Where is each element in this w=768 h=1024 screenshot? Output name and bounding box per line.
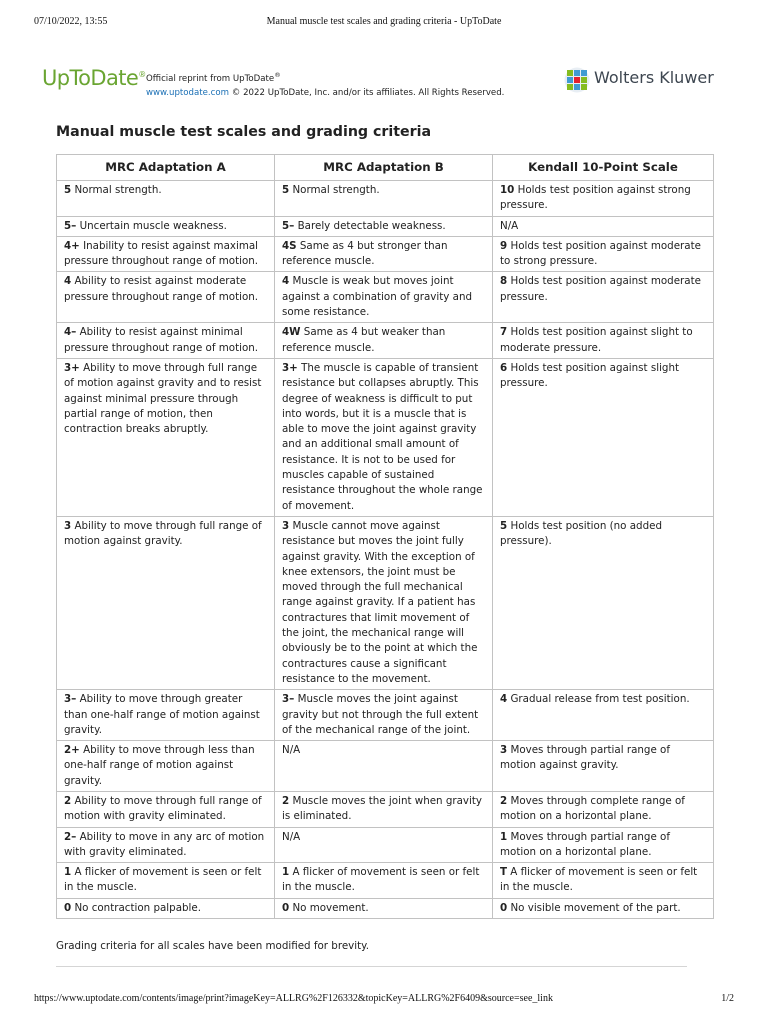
- table-cell: [57, 690, 275, 741]
- grade-description: No contraction palpable.: [71, 901, 202, 914]
- grade-value: 5: [282, 184, 290, 196]
- table-cell: [275, 181, 493, 217]
- grade-description: The muscle is capable of transient resistance but collapses abruptly. This degree of weakness is difficult to put into words, but it is a muscle that is able to move the joint against gravity and an additional small amount of resistance. It is not to be used for muscles capable of sustained resistance throughout the whole range of movement.: [282, 361, 483, 512]
- grade-description: Holds test position against moderate pressure.: [500, 275, 701, 303]
- brand-bar: [42, 64, 722, 100]
- table-cell: [275, 741, 493, 792]
- table-cell: [493, 358, 714, 516]
- grade-description: Gradual release from test position.: [507, 693, 690, 706]
- grade-value: 1: [64, 866, 72, 879]
- table-cell: [57, 863, 275, 899]
- print-footer: [34, 993, 734, 1007]
- uptodate-logo[interactable]: [42, 66, 146, 90]
- grade-description: Moves through partial range of motion on a horizontal plane.: [500, 830, 670, 858]
- grade-description: N/A: [282, 830, 301, 843]
- publisher-name: Wolters Kluwer: [594, 68, 714, 87]
- table-cell: [493, 236, 714, 272]
- grading-table: [56, 154, 714, 919]
- grade-description: N/A: [500, 219, 519, 232]
- table-cell: [57, 236, 275, 272]
- table-cell: [275, 863, 493, 899]
- grade-value: 0: [64, 901, 72, 914]
- table-cell: [493, 741, 714, 792]
- grade-value: 4: [282, 275, 290, 288]
- table-cell: [275, 216, 493, 236]
- grade-value: 2: [500, 794, 508, 807]
- wolters-kluwer-logo[interactable]: [564, 66, 722, 96]
- grade-value: 3+: [64, 361, 80, 374]
- grade-description: Ability to move through full range of motion with gravity eliminated.: [64, 794, 262, 823]
- table-cell: [275, 323, 493, 359]
- grade-description: Ability to move through less than one-half range of motion against gravity.: [64, 744, 255, 787]
- table-row: [57, 272, 714, 323]
- grade-description: Ability to move through full range of motion against gravity and to resist against minimal pressure through partial range of motion, then contraction breaks abruptly.: [64, 361, 262, 436]
- grade-value: T: [500, 866, 508, 879]
- grade-value: 1: [282, 866, 290, 879]
- table-cell: [275, 236, 493, 272]
- column-header-mrc-a: MRC Adaptation A: [57, 155, 275, 181]
- column-header-kendall: Kendall 10-Point Scale: [493, 155, 714, 181]
- table-cell: [493, 516, 714, 689]
- grading-table-header: [57, 155, 714, 181]
- grade-description: Moves through complete range of motion on a horizontal plane.: [500, 794, 685, 823]
- grade-description: Barely detectable weakness.: [294, 219, 446, 232]
- grade-value: 4W: [282, 326, 301, 339]
- grade-value: 3: [500, 744, 508, 757]
- column-header-mrc-b: MRC Adaptation B: [275, 155, 493, 181]
- header-row: [57, 155, 714, 181]
- grade-description: N/A: [282, 744, 301, 757]
- grade-description: Muscle is weak but moves joint against a combination of gravity and some resistance.: [282, 275, 473, 319]
- grade-value: 9: [500, 239, 508, 252]
- document-title: Manual muscle test scales and grading criteria: [56, 124, 432, 140]
- grade-description: Uncertain muscle weakness.: [76, 219, 227, 232]
- grade-value: 2: [64, 794, 72, 807]
- registered-mark: ®: [274, 71, 281, 79]
- table-cell: [493, 181, 714, 217]
- table-row: [57, 690, 714, 741]
- table-cell: [57, 323, 275, 359]
- grade-description: Same as 4 but weaker than reference muscle.: [282, 326, 446, 354]
- grade-description: Holds test position (no added pressure).: [500, 519, 662, 548]
- table-row: [57, 791, 714, 827]
- grade-value: 4S: [282, 239, 297, 252]
- table-row: [57, 741, 714, 792]
- table-cell: [493, 216, 714, 236]
- grade-description: Ability to move through full range of motion against gravity.: [64, 519, 262, 548]
- footnote: Grading criteria for all scales have been modified for brevity.: [56, 940, 370, 952]
- grade-value: 2: [282, 794, 290, 807]
- table-cell: [57, 827, 275, 863]
- table-cell: [275, 898, 493, 918]
- divider: [56, 966, 687, 967]
- grade-description: Ability to move through greater than one-half range of motion against gravity.: [64, 693, 260, 736]
- grade-value: 4–: [64, 326, 77, 339]
- uptodate-logo-text: UpToDate: [42, 66, 139, 90]
- table-cell: [493, 898, 714, 918]
- grade-value: 3: [64, 519, 72, 532]
- grade-description: Ability to resist against moderate pressure throughout range of motion.: [64, 275, 259, 303]
- grade-description: Holds test position against moderate to strong pressure.: [500, 239, 701, 268]
- grade-value: 4+: [64, 239, 80, 252]
- table-row: [57, 898, 714, 918]
- table-row: [57, 323, 714, 359]
- print-url: https://www.uptodate.com/contents/image/print?imageKey=ALLRG%2F126332&topicKey=ALLRG%2F6409&source=see_link: [34, 993, 553, 1004]
- grade-description: Ability to move in any arc of motion with gravity eliminated.: [64, 830, 265, 858]
- table-cell: [275, 516, 493, 689]
- grade-description: No visible movement of the part.: [507, 901, 681, 914]
- grade-value: 0: [500, 901, 508, 914]
- grade-description: Inability to resist against maximal pressure throughout range of motion.: [64, 239, 259, 268]
- grade-value: 5: [64, 184, 72, 196]
- table-row: [57, 516, 714, 689]
- grade-value: 3+: [282, 361, 298, 374]
- uptodate-site-link[interactable]: www.uptodate.com: [146, 87, 230, 98]
- copyright-text: © 2022 UpToDate, Inc. and/or its affiliates. All Rights Reserved.: [231, 87, 505, 98]
- grade-value: 3: [282, 519, 290, 532]
- grade-description: Moves through partial range of motion against gravity.: [500, 744, 670, 772]
- table-row: [57, 216, 714, 236]
- reprint-notice: [146, 68, 504, 100]
- registered-mark: ®: [138, 70, 146, 79]
- table-cell: [493, 791, 714, 827]
- grade-description: Same as 4 but stronger than reference muscle.: [282, 239, 448, 268]
- grade-value: 3–: [282, 693, 295, 706]
- grade-value: 8: [500, 275, 508, 288]
- table-cell: [275, 827, 493, 863]
- grade-value: 1: [500, 830, 508, 843]
- grade-value: 3–: [64, 693, 77, 706]
- table-row: [57, 863, 714, 899]
- table-row: [57, 358, 714, 516]
- grade-value: 5–: [282, 219, 295, 232]
- reprint-line: Official reprint from UpToDate: [146, 73, 275, 84]
- table-cell: [57, 272, 275, 323]
- grade-description: Muscle moves the joint when gravity is eliminated.: [282, 794, 483, 823]
- wolters-kluwer-mark-icon: [564, 67, 590, 93]
- table-row: [57, 181, 714, 217]
- grade-value: 0: [282, 901, 290, 914]
- table-row: [57, 827, 714, 863]
- table-cell: [275, 272, 493, 323]
- table-cell: [275, 690, 493, 741]
- table-cell: [493, 827, 714, 863]
- table-cell: [493, 323, 714, 359]
- grade-value: 4: [64, 275, 72, 288]
- grade-description: Ability to resist against minimal pressure throughout range of motion.: [64, 326, 259, 354]
- grade-value: 10: [500, 184, 515, 196]
- grade-description: Holds test position against strong pressure.: [500, 184, 691, 212]
- print-header: [34, 16, 734, 30]
- page-number: 1/2: [721, 993, 734, 1004]
- grade-description: A flicker of movement is seen or felt in the muscle.: [282, 866, 480, 894]
- grade-description: Muscle cannot move against resistance but moves the joint fully against gravity. With the exception of knee extensors, the joint must be moved through the full mechanical range against gravity. If a patient has contractures that limit movement of the joint, the mechanical range will obviously be to the point at which the contractures cause a significant resistance to the movement.: [282, 519, 478, 685]
- grade-description: A flicker of movement is seen or felt in the muscle.: [64, 866, 262, 894]
- grading-table-body: [57, 181, 714, 919]
- grade-description: Holds test position against slight to moderate pressure.: [500, 326, 693, 354]
- grade-value: 5–: [64, 219, 77, 232]
- table-cell: [493, 690, 714, 741]
- grade-description: Normal strength.: [71, 184, 162, 196]
- table-cell: [57, 741, 275, 792]
- grade-value: 2–: [64, 830, 77, 843]
- grade-description: Muscle moves the joint against gravity but not through the full extent of the mechanical range of the joint.: [282, 693, 479, 736]
- table-cell: [57, 516, 275, 689]
- grade-description: Holds test position against slight pressure.: [500, 361, 680, 390]
- grade-description: A flicker of movement is seen or felt in the muscle.: [500, 866, 698, 894]
- table-cell: [57, 898, 275, 918]
- print-datetime: 07/10/2022, 13:55: [34, 16, 108, 27]
- grade-description: Normal strength.: [289, 184, 380, 196]
- table-cell: [275, 791, 493, 827]
- table-cell: [57, 181, 275, 217]
- grade-value: 5: [500, 519, 508, 532]
- grade-value: 7: [500, 326, 508, 339]
- print-page-title: Manual muscle test scales and grading criteria - UpToDate: [266, 16, 502, 27]
- table-cell: [57, 358, 275, 516]
- grade-value: 4: [500, 693, 508, 706]
- table-cell: [57, 791, 275, 827]
- grade-value: 6: [500, 361, 508, 374]
- grade-description: No movement.: [289, 901, 369, 914]
- table-cell: [57, 216, 275, 236]
- grade-value: 2+: [64, 744, 80, 757]
- table-row: [57, 236, 714, 272]
- table-cell: [275, 358, 493, 516]
- table-cell: [493, 863, 714, 899]
- table-cell: [493, 272, 714, 323]
